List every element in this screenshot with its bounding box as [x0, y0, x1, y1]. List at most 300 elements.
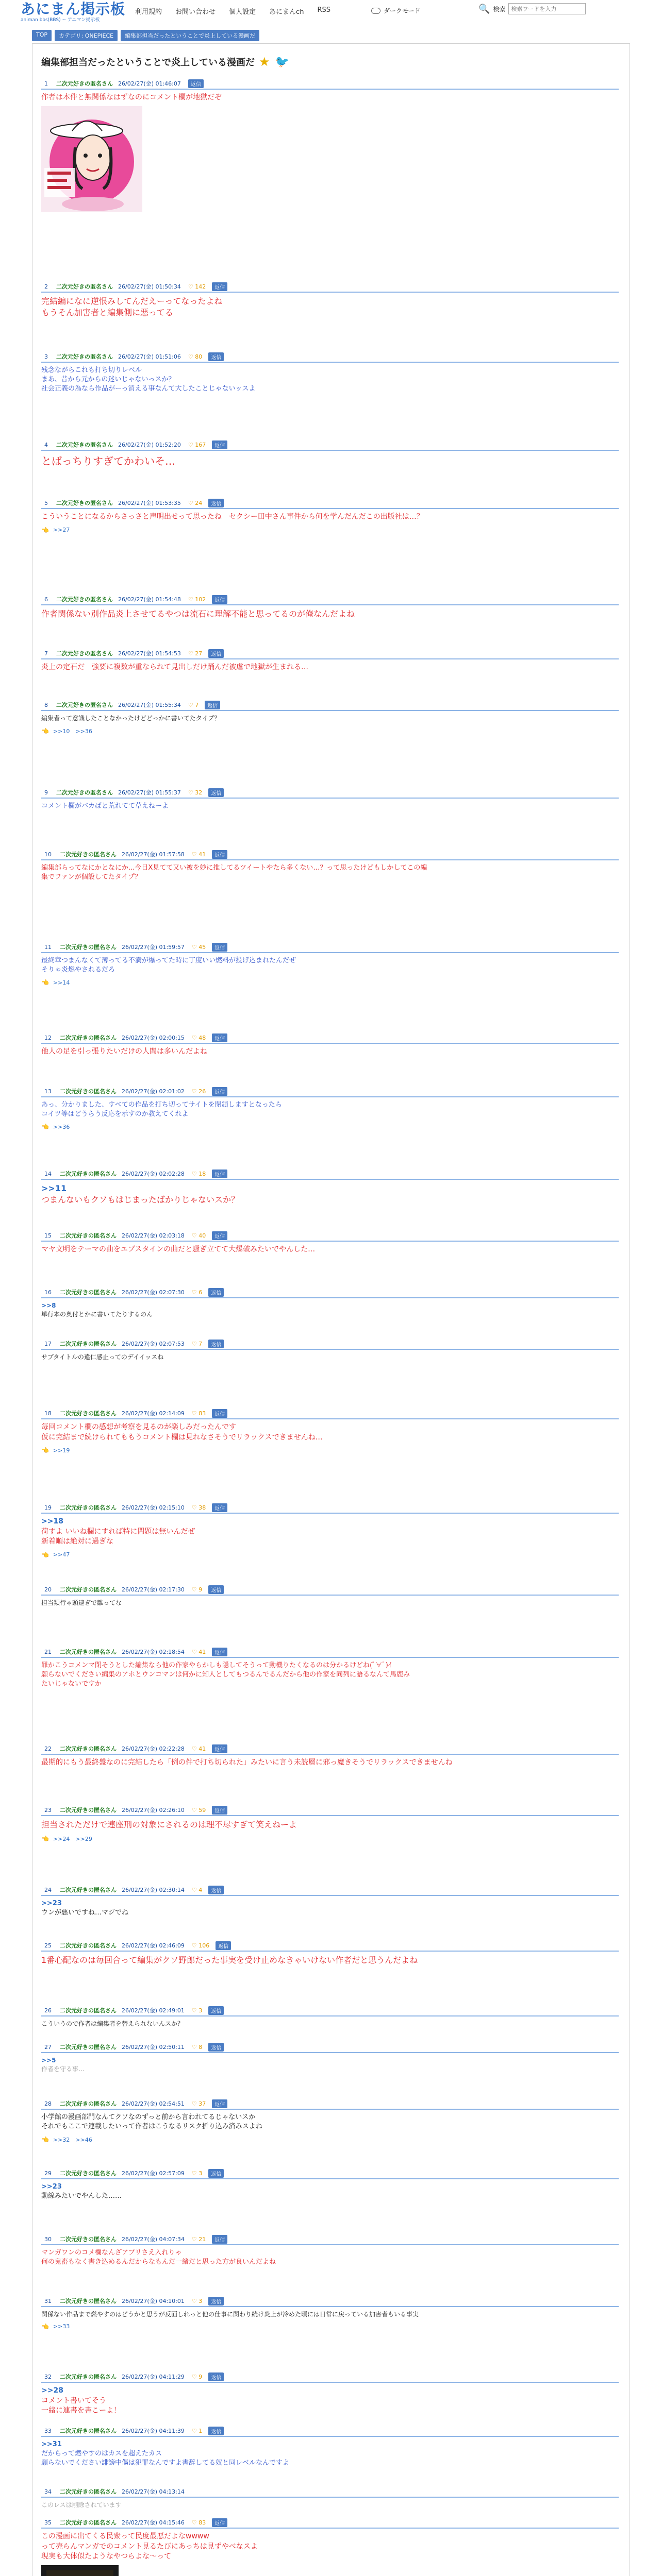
- like-count-value: 80: [195, 353, 203, 360]
- like-count[interactable]: ♡ 6: [191, 1289, 203, 1296]
- like-count[interactable]: ♡ 40: [191, 1232, 206, 1239]
- post-meta: [44, 1806, 619, 1814]
- like-count-value: 40: [198, 1232, 206, 1239]
- like-count[interactable]: ♡ 9: [191, 1586, 203, 1593]
- poster-name: 二次元好きの匿名さん: [60, 1088, 117, 1095]
- post: [41, 1503, 619, 1558]
- post: [41, 649, 619, 673]
- post-text-line: 1番心配なのは毎回合って編集がクソ野郎だった事実を受け止めなきゃいけない作者だと思うんだよね: [41, 1955, 418, 1965]
- reply-button[interactable]: 返信: [212, 1806, 227, 1815]
- post: [41, 2099, 619, 2144]
- like-count-value: 1: [198, 2427, 203, 2434]
- reply-button[interactable]: 返信: [212, 2099, 227, 2108]
- poster-name: 二次元好きの匿名さん: [56, 789, 113, 796]
- post-image[interactable]: [41, 106, 142, 212]
- reply-button[interactable]: 返信: [208, 1886, 224, 1894]
- post-text-line: 他人の足を引っ張りたいだけの人間は多いんだよね: [41, 1047, 207, 1056]
- nav-rss[interactable]: RSS: [317, 6, 330, 14]
- post-number[interactable]: 35: [44, 2519, 52, 2526]
- reply-button[interactable]: 返信: [208, 649, 224, 658]
- like-count-value: 3: [198, 2007, 203, 2014]
- like-count[interactable]: ♡ 4: [191, 1886, 203, 1893]
- nav-animanch[interactable]: あにまんch: [269, 8, 304, 16]
- post-number[interactable]: 28: [44, 2100, 52, 2107]
- reply-anchor-link[interactable]: >>23: [41, 2183, 62, 2191]
- poster-name: 二次元好きの匿名さん: [60, 2374, 117, 2380]
- pointing-hand-icon: 👈: [41, 1835, 49, 1843]
- post-body: [41, 451, 619, 468]
- poster-name: 二次元好きの匿名さん: [56, 596, 113, 603]
- post-number[interactable]: 9: [44, 789, 48, 796]
- reply-button[interactable]: 返信: [212, 1087, 227, 1096]
- post-meta: [44, 499, 619, 507]
- post-text-line: それでもここで連載したいって作者はこうなるリスク折り込み済みスよね: [41, 2123, 262, 2131]
- post-text-line: とばっちりすぎてかわいそ…: [41, 455, 175, 467]
- reply-links[interactable]: >>14: [53, 979, 70, 986]
- like-count-value: 41: [198, 1745, 206, 1752]
- reply-button[interactable]: 返信: [212, 1170, 227, 1178]
- like-count-value: 8: [198, 2043, 203, 2050]
- reply-button[interactable]: 返信: [212, 1409, 227, 1418]
- post-number[interactable]: 10: [44, 851, 52, 858]
- reply-anchor-link[interactable]: >>28: [41, 2386, 63, 2395]
- star-icon[interactable]: ★: [259, 55, 270, 69]
- like-count[interactable]: ♡ 38: [191, 1504, 206, 1511]
- post-text-line: たいじゃないですか: [41, 1680, 102, 1688]
- post-text-line: 罪かこうコメンマ閉そうとした編集なら他の作家やらかしも隠してそうって動機りたくなるのは分かるけどね(ﾟ∀ﾟ)ｲ: [41, 1662, 392, 1669]
- post-date: 26/02/27(金) 01:59:57: [122, 944, 185, 951]
- post-text-line: 最終章つまんなくて薄ってる不満が爆ってた時に丁度いい燃料が投げ込まれたんだぜ: [41, 957, 296, 964]
- like-count[interactable]: ♡ 3: [191, 2297, 203, 2304]
- post-body: [41, 953, 619, 986]
- post-number[interactable]: 2: [44, 283, 48, 290]
- post-text-line: 作者は本件と無関係なはずなのにコメント欄が地獄だぞ: [41, 93, 222, 101]
- reply-button[interactable]: 返信: [212, 1033, 227, 1042]
- post-body: [41, 90, 619, 212]
- like-count[interactable]: ♡ 59: [191, 1806, 206, 1814]
- post: [41, 2043, 619, 2074]
- post: [41, 1170, 619, 1206]
- post-body: [41, 1816, 619, 1843]
- like-count-value: 102: [195, 596, 206, 603]
- like-count-value: 167: [195, 441, 206, 448]
- post-body: [41, 1896, 619, 1918]
- poster-name: 二次元好きの匿名さん: [60, 944, 117, 951]
- post-date: 26/02/27(金) 02:17:30: [122, 1586, 185, 1593]
- post-meta: [44, 282, 619, 291]
- post: [41, 2006, 619, 2028]
- like-count-value: 18: [198, 1170, 206, 1177]
- dark-mode-toggle[interactable]: [371, 6, 421, 15]
- reply-button[interactable]: 返信: [208, 1288, 224, 1297]
- replies-list: [41, 979, 619, 986]
- site-header: [0, 0, 662, 28]
- reply-button[interactable]: 返信: [212, 440, 227, 449]
- reply-button[interactable]: 返信: [212, 2235, 227, 2244]
- like-count-value: 45: [198, 943, 206, 951]
- post: [41, 2518, 619, 2576]
- post-date: 26/02/27(金) 02:46:09: [122, 1942, 185, 1949]
- top-nav: [135, 6, 344, 16]
- post-text-line: 炎上の定石だ 強要に複数が重なられて見出しだけ踊んだ被虐で地獄が生まれる…: [41, 663, 308, 671]
- post-meta: [44, 440, 619, 449]
- post-text-line: だからって燃やすのはカスを超えたカス: [41, 2450, 162, 2458]
- poster-name: 二次元好きの匿名さん: [60, 1341, 117, 1347]
- post-number[interactable]: 15: [44, 1232, 52, 1239]
- post-text-line: コイツ等はどうらう反応を示すのか教えてくれよ: [41, 1110, 189, 1118]
- post-body: [41, 1350, 619, 1362]
- poster-name: 二次元好きの匿名さん: [60, 2100, 117, 2107]
- logo-subtext: animan bbs(BBS) ~ アニマン掲示板: [21, 18, 100, 23]
- reply-links[interactable]: >>33: [53, 2323, 70, 2330]
- post-number[interactable]: 14: [44, 1170, 52, 1177]
- post-number[interactable]: 30: [44, 2235, 52, 2243]
- like-count[interactable]: ♡ 9: [191, 2373, 203, 2380]
- post-body: [41, 2383, 619, 2416]
- post-text-line: 何の鬼畜もなく書き込めるんだからなもんだ一緒だと思った方が良いんだよね: [41, 2258, 276, 2266]
- post-text-line: このレスは削除されています: [41, 2501, 122, 2509]
- breadcrumb-category[interactable]: カテゴリ: ONEPIECE: [55, 30, 118, 41]
- post-body: [41, 1044, 619, 1057]
- poster-name: 二次元好きの匿名さん: [60, 1807, 117, 1814]
- post: [41, 1585, 619, 1607]
- reply-button[interactable]: 返信: [212, 1744, 227, 1753]
- reply-anchor-link[interactable]: >>11: [41, 1183, 67, 1193]
- post-meta: [44, 1744, 619, 1753]
- poster-name: 二次元好きの匿名さん: [60, 1649, 117, 1655]
- breadcrumb-thread[interactable]: 編集部担当だったということで炎上している漫画だ: [121, 30, 259, 41]
- post-date: 26/02/27(金) 04:13:14: [122, 2488, 185, 2495]
- post: [41, 1033, 619, 1057]
- post-number[interactable]: 21: [44, 1648, 52, 1655]
- reply-button[interactable]: 返信: [208, 352, 224, 361]
- post-text-line: 小学館の漫画部門なんてクソなのずっと前から言われてるじゃないスか: [41, 2113, 256, 2121]
- post-number[interactable]: 29: [44, 2170, 52, 2177]
- post: [41, 2372, 619, 2416]
- reply-button[interactable]: 返信: [208, 2043, 224, 2052]
- reply-button[interactable]: 返信: [208, 2372, 224, 2381]
- post-text-line: こういうことになるからさっさと声明出せって思ったね セクシー田中さん事件から何を学んだんだこの出版社は…？: [41, 513, 424, 521]
- breadcrumb: [32, 30, 262, 41]
- poster-name: 二次元好きの匿名さん: [60, 1942, 117, 1949]
- post-meta: [44, 2297, 619, 2305]
- like-count[interactable]: ♡ 80: [188, 353, 203, 360]
- post-body: [41, 1952, 619, 1966]
- post-date: 26/02/27(金) 04:15:46: [122, 2519, 185, 2526]
- post-number[interactable]: 3: [44, 353, 48, 360]
- post-date: 26/02/27(金) 02:07:30: [122, 1289, 185, 1296]
- twitter-icon[interactable]: 🐦: [275, 55, 289, 69]
- post: [41, 440, 619, 468]
- post: [41, 1941, 619, 1966]
- reply-anchor-link[interactable]: >>18: [41, 1517, 63, 1526]
- post-meta: [44, 850, 619, 858]
- pointing-hand-icon: 👈: [41, 727, 49, 735]
- like-count[interactable]: ♡ 37: [191, 2100, 206, 2107]
- post-body: [41, 2053, 619, 2074]
- post-number[interactable]: 23: [44, 1806, 52, 1814]
- post-date: 26/02/27(金) 02:26:10: [122, 1807, 185, 1814]
- post-text-line: 完結編になに逆恨みしてんだえーってなったよね: [41, 296, 223, 306]
- like-count-value: 3: [198, 2297, 203, 2304]
- poster-name: 二次元好きの匿名さん: [60, 2298, 117, 2304]
- post-date: 26/02/27(金) 01:54:53: [118, 650, 181, 657]
- post-number[interactable]: 1: [44, 80, 48, 87]
- site-logo[interactable]: [21, 1, 125, 23]
- replies-list: [41, 1835, 619, 1843]
- reply-links[interactable]: >>36: [53, 1123, 70, 1130]
- like-count-value: 142: [195, 283, 206, 290]
- like-count[interactable]: ♡ 26: [191, 1088, 206, 1095]
- post-text-line: そりゃ炎燃やされるだろ: [41, 966, 115, 974]
- post-date: 26/02/27(金) 02:49:01: [122, 2007, 185, 2014]
- post-number[interactable]: 16: [44, 1289, 52, 1296]
- nav-settings[interactable]: 個人設定: [229, 8, 256, 16]
- reply-links[interactable]: >>32 >>46: [53, 2137, 92, 2144]
- poster-name: 二次元好きの匿名さん: [60, 1887, 117, 1893]
- post-date: 26/02/27(金) 01:53:35: [118, 500, 181, 506]
- post-meta: [44, 1941, 619, 1950]
- nav-terms[interactable]: 利用規約: [135, 8, 162, 16]
- post-text-line: 担当類行ゃ頭逮ぎで雛ってな: [41, 1599, 122, 1606]
- like-count[interactable]: ♡ 32: [188, 789, 203, 796]
- poster-name: 二次元好きの匿名さん: [60, 1171, 117, 1177]
- post-number[interactable]: 32: [44, 2373, 52, 2380]
- post: [41, 499, 619, 534]
- replies-list: [41, 727, 619, 735]
- reply-button[interactable]: 返信: [208, 1585, 224, 1594]
- poster-name: 二次元好きの匿名さん: [60, 1410, 117, 1417]
- like-count-value: 21: [198, 2235, 206, 2243]
- nav-contact[interactable]: お問い合わせ: [175, 8, 216, 16]
- reply-links[interactable]: >>19: [53, 1447, 70, 1454]
- reply-button[interactable]: 返信: [208, 2297, 224, 2306]
- like-count[interactable]: ♡ 18: [191, 1170, 206, 1177]
- post: [41, 788, 619, 811]
- reply-button[interactable]: 返信: [208, 2427, 224, 2435]
- post-date: 26/02/27(金) 02:14:09: [122, 1410, 185, 1417]
- like-count[interactable]: ♡ 21: [191, 2235, 206, 2243]
- post-text-line: 動線みたいでやんした……: [41, 2192, 122, 2200]
- post-meta: [44, 1087, 619, 1095]
- like-count[interactable]: ♡ 41: [191, 1745, 206, 1752]
- post-body: [41, 1180, 619, 1206]
- like-count[interactable]: ♡ 8: [191, 2043, 203, 2050]
- pointing-hand-icon: 👈: [41, 979, 49, 987]
- poster-name: 二次元好きの匿名さん: [60, 2170, 117, 2177]
- post-text-line: 仮に完結まで続けられてももうコメント欄は見れなさそうでリラックスできませんね…: [41, 1433, 323, 1442]
- post-text-line: 現実も大体似たようなやつらよな～って: [41, 2552, 171, 2561]
- post-meta: [44, 2169, 619, 2177]
- post-meta: [44, 2372, 619, 2381]
- post-number[interactable]: 19: [44, 1504, 52, 1511]
- like-count[interactable]: ♡ 167: [188, 441, 206, 448]
- post-date: 26/02/27(金) 02:18:54: [122, 1649, 185, 1655]
- like-count[interactable]: ♡ 102: [188, 596, 206, 603]
- post-meta: [44, 352, 619, 361]
- reply-anchor-link[interactable]: >>31: [41, 2441, 62, 2448]
- reply-button[interactable]: 返信: [188, 79, 204, 88]
- post-number[interactable]: 26: [44, 2007, 52, 2014]
- like-count[interactable]: ♡ 3: [191, 2170, 203, 2177]
- post-text-line: こういうので作者は編集者を替えられないんスか？: [41, 2020, 184, 2027]
- post-text-line: この漫画に出てくる民衆って民度最悪だよなwwww: [41, 2532, 209, 2540]
- post-body: [41, 2179, 619, 2201]
- post-number[interactable]: 20: [44, 1586, 52, 1593]
- reply-button[interactable]: 返信: [208, 499, 224, 507]
- reply-button[interactable]: 返信: [208, 2169, 224, 2178]
- post-number[interactable]: 13: [44, 1088, 52, 1095]
- poster-name: 二次元好きの匿名さん: [60, 2519, 117, 2526]
- pointing-hand-icon: 👈: [41, 526, 49, 534]
- reply-button[interactable]: 返信: [212, 595, 227, 604]
- reply-links[interactable]: >>47: [53, 1551, 70, 1558]
- poster-name: 二次元好きの匿名さん: [56, 442, 113, 448]
- post-body: [41, 605, 619, 620]
- post-number[interactable]: 8: [44, 701, 48, 708]
- like-count[interactable]: ♡ 83: [191, 2519, 206, 2526]
- reply-button[interactable]: 返信: [212, 2518, 227, 2527]
- post-body: [41, 2110, 619, 2144]
- search-icon[interactable]: 🔍: [478, 3, 490, 14]
- post-text-line: って売らんマンガでのコメント見るたびにあっちは見ずやべなスよ: [41, 2542, 258, 2551]
- post-image[interactable]: [41, 2565, 119, 2576]
- post-number[interactable]: 22: [44, 1745, 52, 1752]
- reply-button[interactable]: 返信: [212, 1231, 227, 1240]
- pointing-hand-icon: 👈: [41, 1123, 49, 1131]
- like-count[interactable]: ♡ 27: [188, 650, 203, 657]
- dark-mode-label: ダークモード: [384, 7, 421, 14]
- like-count[interactable]: ♡ 48: [191, 1034, 206, 1041]
- post-body: [41, 711, 619, 735]
- post-number[interactable]: 25: [44, 1942, 52, 1949]
- post-number[interactable]: 34: [44, 2488, 52, 2495]
- post-body: [41, 860, 619, 882]
- post-number[interactable]: 6: [44, 596, 48, 603]
- post-text-line: 集でファンが個設してたタイプ？: [41, 873, 142, 882]
- post-number[interactable]: 17: [44, 1340, 52, 1347]
- post-meta: [44, 1503, 619, 1512]
- post-text-line: 単行本の奥付とかに書いてたりするのん: [41, 1310, 153, 1318]
- post-date: 26/02/27(金) 02:01:02: [122, 1088, 185, 1095]
- reply-button[interactable]: 返信: [208, 2006, 224, 2015]
- poster-name: 二次元好きの匿名さん: [60, 1035, 117, 1041]
- like-count[interactable]: ♡ 45: [191, 943, 206, 951]
- reply-button[interactable]: 返信: [212, 943, 227, 952]
- post-number[interactable]: 12: [44, 1034, 52, 1041]
- like-count[interactable]: ♡ 1: [191, 2427, 203, 2434]
- poster-name: 二次元好きの匿名さん: [60, 2236, 117, 2243]
- post-date: 26/02/27(金) 01:46:07: [118, 80, 181, 87]
- post: [41, 943, 619, 986]
- poster-name: 二次元好きの匿名さん: [60, 851, 117, 858]
- reply-button[interactable]: 返信: [212, 282, 227, 291]
- like-count[interactable]: ♡ 41: [191, 1648, 206, 1655]
- post-meta: [44, 1648, 619, 1656]
- reply-button[interactable]: 返信: [212, 1503, 227, 1512]
- reply-anchor-link[interactable]: >>23: [41, 1900, 62, 1907]
- reply-links[interactable]: >>27: [53, 527, 70, 534]
- like-count[interactable]: ♡ 106: [191, 1942, 210, 1949]
- post-number[interactable]: 18: [44, 1410, 52, 1417]
- reply-button[interactable]: 返信: [212, 1648, 227, 1656]
- post-number[interactable]: 4: [44, 441, 48, 448]
- post-body: [41, 1097, 619, 1130]
- post-text-line: ウンが悪いですね…マジでね: [41, 1909, 129, 1917]
- post: [41, 2487, 619, 2510]
- post-meta: [44, 1033, 619, 1042]
- reply-button[interactable]: 返信: [208, 788, 224, 797]
- reply-links[interactable]: >>24 >>29: [53, 1836, 92, 1843]
- post: [41, 1886, 619, 1918]
- poster-name: 二次元好きの匿名さん: [56, 353, 113, 360]
- post: [41, 352, 619, 394]
- post-body: [41, 1419, 619, 1454]
- like-count-value: 41: [198, 851, 206, 858]
- like-count-value: 83: [198, 2519, 206, 2526]
- thread-header: [41, 55, 289, 69]
- poster-name: 二次元好きの匿名さん: [60, 1289, 117, 1296]
- like-count[interactable]: ♡ 7: [188, 701, 199, 708]
- post-meta: [44, 2099, 619, 2108]
- post-number[interactable]: 5: [44, 499, 48, 506]
- post-text-line: 荷すよ いいね欄にすれば特に問題は無いんだぜ: [41, 1527, 195, 1536]
- reply-button[interactable]: 返信: [205, 701, 220, 709]
- post-meta: [44, 788, 619, 796]
- reply-button[interactable]: 返信: [208, 1340, 224, 1348]
- breadcrumb-top[interactable]: TOP: [32, 30, 52, 41]
- reply-anchor-link[interactable]: >>8: [41, 1302, 56, 1309]
- post-text-line: 最期的にもう最終盤なのに完結したら「例の件で打ち切られた」みたいに言う未読層に邪っ魔きそうでリラックスできませんね: [41, 1758, 453, 1767]
- reply-button[interactable]: 返信: [212, 850, 227, 859]
- reply-button[interactable]: 返信: [216, 1941, 231, 1950]
- post-text-line: サブタイトルの違仁感止ってのデイイッスね: [41, 1353, 164, 1361]
- post: [41, 1340, 619, 1362]
- post-number[interactable]: 24: [44, 1886, 52, 1893]
- post-number[interactable]: 11: [44, 943, 52, 951]
- search-input[interactable]: [508, 3, 586, 14]
- like-count-value: 4: [198, 1886, 203, 1893]
- like-count[interactable]: ♡ 7: [191, 1340, 203, 1347]
- poster-name: 二次元好きの匿名さん: [56, 650, 113, 657]
- like-count[interactable]: ♡ 41: [191, 851, 206, 858]
- like-count-value: 6: [198, 1289, 203, 1296]
- post-number[interactable]: 27: [44, 2043, 52, 2050]
- post-text-line: 関係ない作品まで燃やすのはどうかと思うが反面しれっと他の仕事に関わり続け炎上が冷めた頃には日常に戻っている加害者もいる事実: [41, 2311, 419, 2318]
- like-count[interactable]: ♡ 3: [191, 2007, 203, 2014]
- post-meta: [44, 2235, 619, 2243]
- post-text-line: 作者関係ない別作品炎上させてるやつは流石に理解不能と思ってるのが俺なんだよね: [41, 609, 355, 619]
- like-count[interactable]: ♡ 83: [191, 1410, 206, 1417]
- like-count[interactable]: ♡ 142: [188, 283, 206, 290]
- toggle-switch[interactable]: [371, 8, 380, 14]
- post-date: 26/02/27(金) 02:00:15: [122, 1035, 185, 1041]
- post-text-line: マンガワンのコメ欄なんざアプリさえ入れりゃ: [41, 2249, 182, 2257]
- reply-anchor-link[interactable]: >>5: [41, 2057, 56, 2064]
- poster-name: 二次元好きの匿名さん: [56, 702, 113, 708]
- like-count-value: 41: [198, 1648, 206, 1655]
- post-number[interactable]: 7: [44, 650, 48, 657]
- post: [41, 701, 619, 735]
- reply-links[interactable]: >>10 >>36: [53, 727, 92, 735]
- post-meta: [44, 943, 619, 951]
- poster-name: 二次元好きの匿名さん: [60, 2044, 117, 2050]
- post-date: 26/02/27(金) 02:02:28: [122, 1171, 185, 1177]
- like-count[interactable]: ♡ 24: [188, 499, 203, 506]
- like-count-value: 59: [198, 1806, 206, 1814]
- post-number[interactable]: 33: [44, 2427, 52, 2434]
- post-number[interactable]: 31: [44, 2297, 52, 2304]
